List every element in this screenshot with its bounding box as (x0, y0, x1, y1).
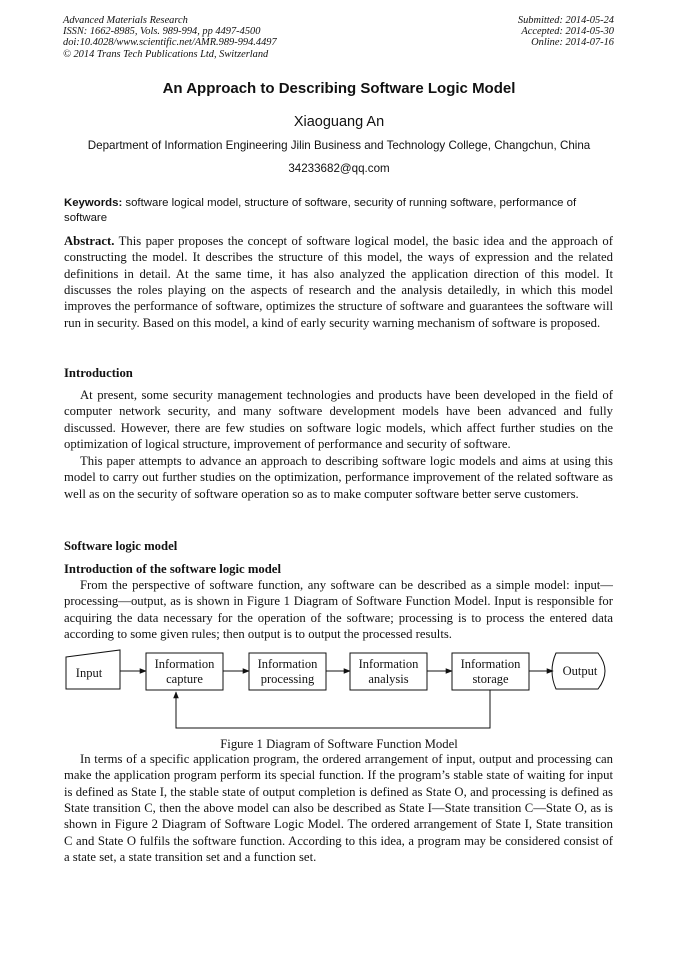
abstract-text: This paper proposes the concept of software logical model, the basic idea and the approach of constructing the model. It describes the structure of this model, the ways of expression and the related definitions in detail. At the same time, it has also analyzed the application direction of this model. It discusses the roles playing on the aspects of research and the analysis detailedly, in which this model improves the performance of software, optimizes the structure of software and guarantees the software will run in security. Based on this model, a kind of early security warning mechanism of software is proposed. (64, 234, 613, 330)
analysis-label-2: analysis (368, 672, 409, 686)
author: Xiaoguang An (293, 114, 385, 130)
model-p2-text: In terms of a specific application program, the ordered arrangement of input, output and processing can make the application program perform its special function. If the program’s stable state of waiting for input is defined as State I, the stable state of output completion is defined as State O, and processing is defined as State transition C, then the above model can also be described as State I—State transition C—State O, as is shown in Figure 2 Diagram of Software Logic Model. The ordered arrangement of State I, State transition C and State O fulfils the software function. According to this idea, a program may be considered consist of a state set, a state transition set and a function set. (64, 752, 613, 865)
copyright: © 2014 Trans Tech Publications Ltd, Switzerland (63, 48, 269, 60)
paper-title: An Approach to Describing Software Logic Model (162, 80, 516, 97)
doi: doi:10.4028/www.scientific.net/AMR.989-994.4497 (63, 37, 277, 49)
submitted-date: Submitted: 2014-05-24 (517, 15, 614, 26)
accepted-date: Accepted: 2014-05-30 (521, 26, 614, 38)
intro-p1-text: At present, some security management technologies and products have been developed in the field of computer network security, and many software development models have been advanced and fully discussed. However, there are few studies on software logic models, which affect further studies on the optimization of logical structure, improvement of performance and security of software. (64, 388, 613, 452)
output-label: Output (562, 664, 598, 678)
subsection-heading: Introduction of the software logic model (64, 562, 281, 576)
processing-label-1: Information (257, 657, 318, 671)
model-paragraph-2 (64, 751, 613, 865)
keywords (64, 196, 614, 225)
online-date: Online: 2014-07-16 (531, 37, 614, 49)
intro-paragraph-2 (64, 453, 613, 502)
journal-header (63, 15, 277, 60)
storage-label-1: Information (460, 657, 521, 671)
issn: ISSN: 1662-8985, Vols. 989-994, pp 4497-4500 (63, 26, 261, 38)
introduction-heading: Introduction (64, 366, 133, 380)
capture-label-2: capture (166, 672, 203, 686)
software-logic-model-heading: Software logic model (64, 539, 178, 553)
processing-label-2: processing (260, 672, 315, 686)
feedback-arrow (176, 690, 490, 728)
intro-p2-text: This paper attempts to advance an approach to describing software logic models and aims at using this model to carry out further studies on the optimization, performance improvement of the related software as well as on the security of software operation so as to make computer software better serve customers. (64, 454, 613, 501)
abstract-label: Abstract. (64, 234, 115, 248)
abstract (64, 233, 613, 331)
figure-1-caption: Figure 1 Diagram of Software Function Model (220, 737, 458, 751)
input-label: Input (75, 666, 103, 680)
model-p1-text: From the perspective of software function, any software can be described as a simple model: input—processing—output, as is shown in Figure 1 Diagram of Software Function Model. Input is responsible for acquiring the data necessary for the operation of the software; processing is to process the entered data according to some given rules; then output is to output the processed results. (64, 578, 613, 642)
keywords-text: software logical model, structure of software, security of running software, performance of software (64, 197, 577, 224)
dates-header (518, 15, 614, 49)
journal-name: Advanced Materials Research (63, 15, 188, 26)
model-paragraph-1 (64, 577, 613, 642)
intro-paragraph-1 (64, 387, 613, 452)
affiliation: Department of Information Engineering Jilin Business and Technology College, Changchun, China (87, 139, 591, 152)
figure-1-diagram (0, 645, 678, 740)
email: 34233682@qq.com (288, 162, 390, 175)
capture-label-1: Information (154, 657, 215, 671)
storage-label-2: storage (472, 672, 509, 686)
analysis-label-1: Information (358, 657, 419, 671)
keywords-label: Keywords: (64, 197, 123, 209)
